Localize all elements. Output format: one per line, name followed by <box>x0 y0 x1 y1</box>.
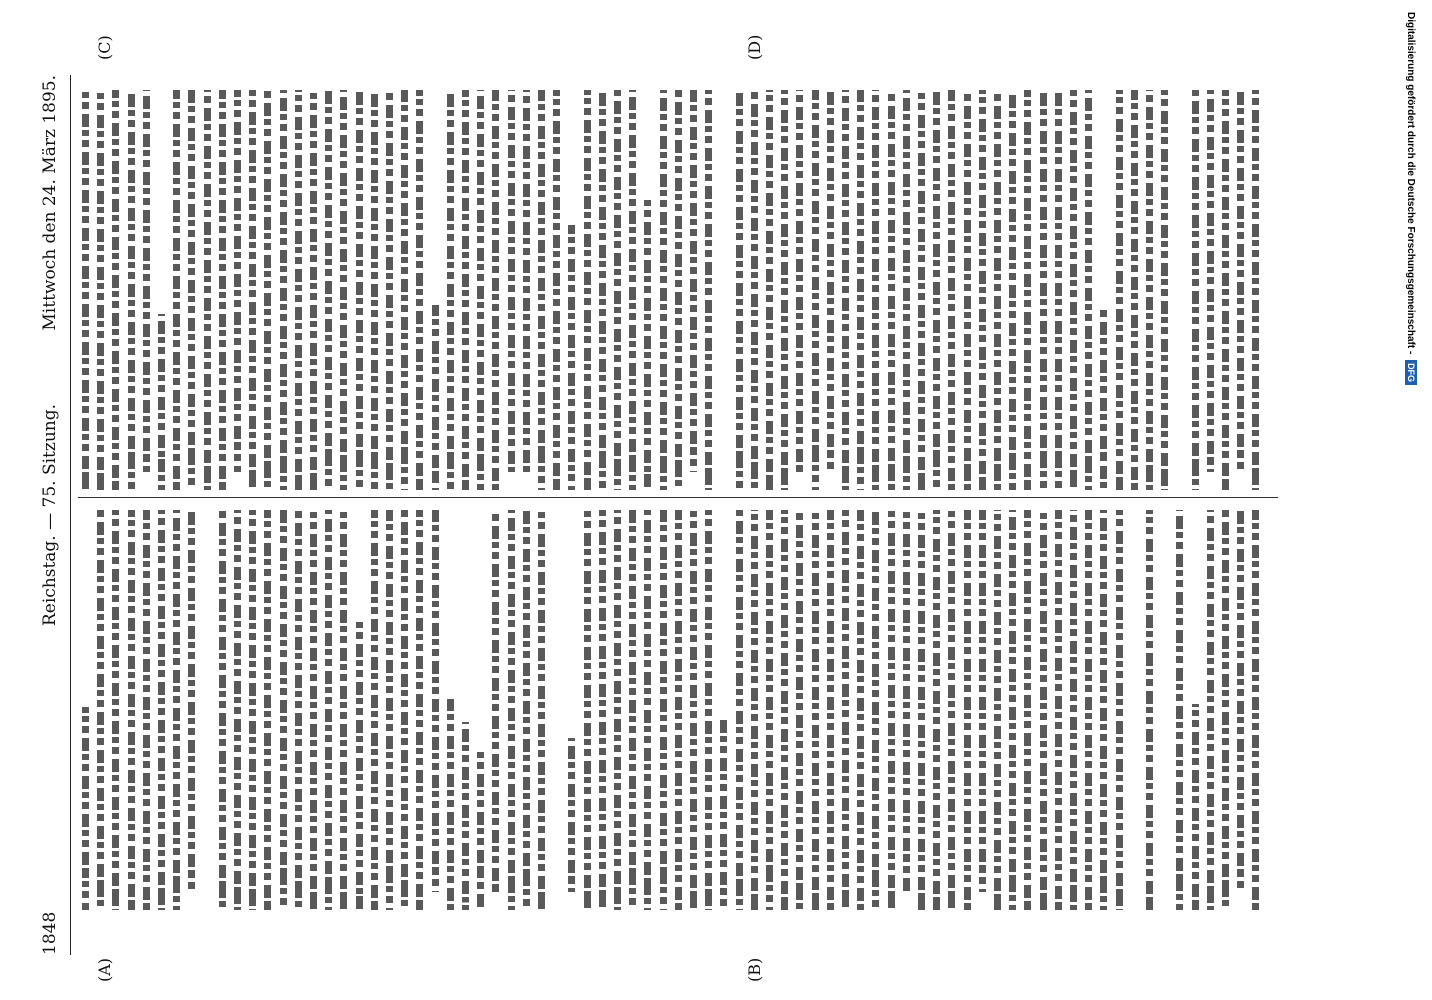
text-line <box>827 90 834 472</box>
text-line <box>310 510 317 910</box>
text-line <box>766 510 773 910</box>
text-line <box>644 510 651 910</box>
text-line <box>872 510 879 910</box>
text-line <box>1222 90 1229 490</box>
text-line <box>1055 90 1062 490</box>
text-line <box>447 699 454 910</box>
text-line <box>128 510 135 910</box>
text-line <box>690 510 697 910</box>
text-line <box>1085 90 1092 490</box>
text-line <box>82 90 89 490</box>
text-line <box>492 510 499 892</box>
text-line <box>1116 90 1123 490</box>
text-column-right <box>78 85 1278 490</box>
text-line <box>356 90 363 490</box>
text-line <box>796 90 803 472</box>
text-line <box>462 722 469 910</box>
text-line <box>340 90 347 490</box>
text-line <box>1237 510 1244 892</box>
text-line <box>82 707 89 910</box>
text-line <box>751 510 758 910</box>
text-line <box>918 90 925 490</box>
text-line <box>888 510 895 910</box>
text-line <box>508 510 515 910</box>
text-line <box>234 90 241 472</box>
text-line <box>918 510 925 910</box>
session-date: Mittwoch den 24. März 1895. <box>40 75 60 331</box>
text-line <box>1055 510 1062 910</box>
text-line <box>264 510 271 910</box>
text-line <box>219 510 226 910</box>
text-line <box>614 90 621 490</box>
text-line <box>964 90 971 490</box>
text-line <box>462 90 469 490</box>
text-line <box>979 510 986 892</box>
text-line <box>690 90 697 472</box>
text-line <box>1070 510 1077 910</box>
text-line <box>842 510 849 910</box>
text-line <box>1207 510 1214 910</box>
text-line <box>325 510 332 910</box>
text-line <box>629 90 636 490</box>
text-line <box>280 510 287 910</box>
text-line <box>249 510 256 910</box>
text-line <box>432 305 439 490</box>
page-number: 1848 <box>40 911 60 955</box>
column-divider <box>78 497 1278 498</box>
text-line <box>675 90 682 490</box>
text-line <box>310 90 317 490</box>
text-line <box>143 90 150 472</box>
text-line <box>112 510 119 910</box>
text-line <box>872 90 879 490</box>
text-line <box>477 90 484 490</box>
text-line <box>964 510 971 910</box>
text-line <box>796 510 803 910</box>
text-line <box>356 620 363 910</box>
text-line <box>781 510 788 910</box>
text-line <box>1207 90 1214 472</box>
text-line <box>1222 510 1229 910</box>
text-line <box>994 510 1001 910</box>
digitization-note-text: Digitalisierung gefördert durch die Deutsche Forschungsgemeinschaft - <box>1405 12 1416 355</box>
text-line <box>903 510 910 892</box>
text-line <box>219 90 226 490</box>
text-line <box>736 90 743 490</box>
text-line <box>629 510 636 910</box>
text-line <box>1237 90 1244 472</box>
text-line <box>599 90 606 490</box>
text-line <box>812 90 819 490</box>
text-line <box>416 510 423 910</box>
margin-mark-d: (D) <box>745 34 764 60</box>
margin-mark-b: (B) <box>745 957 764 982</box>
text-line <box>432 510 439 892</box>
text-line <box>614 510 621 910</box>
text-line <box>827 510 834 910</box>
text-line <box>1100 308 1107 490</box>
dfg-badge: DFG <box>1405 360 1417 385</box>
margin-mark-a: (A) <box>95 957 114 982</box>
text-line <box>903 90 910 490</box>
text-line <box>416 90 423 490</box>
text-line <box>508 90 515 472</box>
text-line <box>736 510 743 910</box>
text-line <box>1192 704 1199 910</box>
text-line <box>371 510 378 910</box>
text-line <box>568 738 575 892</box>
text-line <box>386 90 393 490</box>
text-line <box>401 510 408 910</box>
text-line <box>1116 510 1123 910</box>
text-line <box>325 90 332 490</box>
text-line <box>97 510 104 910</box>
text-line <box>857 510 864 910</box>
text-line <box>766 90 773 490</box>
text-line <box>234 510 241 910</box>
text-line <box>188 90 195 490</box>
running-header <box>40 75 66 955</box>
text-line <box>264 90 271 490</box>
text-line <box>705 90 712 490</box>
text-line <box>660 90 667 490</box>
text-line <box>1009 90 1016 490</box>
text-line <box>1161 90 1168 490</box>
text-line <box>994 90 1001 490</box>
text-line <box>660 510 667 910</box>
text-line <box>386 510 393 910</box>
text-line <box>173 510 180 910</box>
text-line <box>933 510 940 910</box>
text-line <box>705 510 712 910</box>
text-line <box>112 90 119 490</box>
text-line <box>1040 90 1047 490</box>
text-line <box>523 90 530 472</box>
text-line <box>280 90 287 490</box>
session-title: Reichstag. — 75. Sitzung. <box>40 403 60 627</box>
text-line <box>1024 510 1031 910</box>
text-line <box>553 90 560 490</box>
digitization-note <box>1393 0 1432 1000</box>
text-line <box>1252 510 1259 910</box>
margin-mark-c: (C) <box>95 35 114 60</box>
text-line <box>538 90 545 490</box>
text-line <box>173 90 180 490</box>
text-line <box>188 510 195 892</box>
text-line <box>158 510 165 910</box>
text-line <box>842 90 849 490</box>
text-line <box>1024 90 1031 490</box>
text-line <box>1009 510 1016 910</box>
text-line <box>644 200 651 490</box>
text-line <box>948 510 955 910</box>
text-line <box>340 510 347 910</box>
text-line <box>143 510 150 910</box>
text-line <box>1192 90 1199 490</box>
text-line <box>158 314 165 490</box>
text-line <box>979 90 986 490</box>
text-line <box>97 90 104 490</box>
header-rule <box>70 75 71 955</box>
text-line <box>401 90 408 490</box>
text-line <box>568 225 575 490</box>
text-line <box>812 510 819 910</box>
text-line <box>1146 510 1153 910</box>
text-line <box>584 90 591 490</box>
text-line <box>447 90 454 490</box>
text-line <box>675 510 682 910</box>
text-line <box>1146 90 1153 490</box>
text-line <box>599 510 606 910</box>
text-line <box>1070 90 1077 490</box>
text-line <box>492 90 499 490</box>
text-line <box>1176 510 1183 910</box>
text-line <box>933 90 940 490</box>
text-line <box>1085 510 1092 910</box>
text-line <box>888 90 895 490</box>
text-line <box>948 90 955 490</box>
text-line <box>538 510 545 910</box>
text-column-left <box>78 505 1278 910</box>
text-line <box>371 90 378 490</box>
text-line <box>1131 90 1138 490</box>
text-line <box>1100 510 1107 910</box>
text-line <box>523 510 530 910</box>
text-line <box>128 90 135 490</box>
text-line <box>1252 90 1259 490</box>
text-line <box>751 90 758 490</box>
text-line <box>857 90 864 490</box>
text-line <box>295 510 302 910</box>
text-line <box>781 90 788 490</box>
text-line <box>1040 510 1047 910</box>
text-line <box>249 90 256 490</box>
text-line <box>584 510 591 910</box>
text-line <box>477 752 484 910</box>
text-line <box>295 90 302 490</box>
text-line <box>720 719 727 910</box>
text-line <box>204 90 211 490</box>
